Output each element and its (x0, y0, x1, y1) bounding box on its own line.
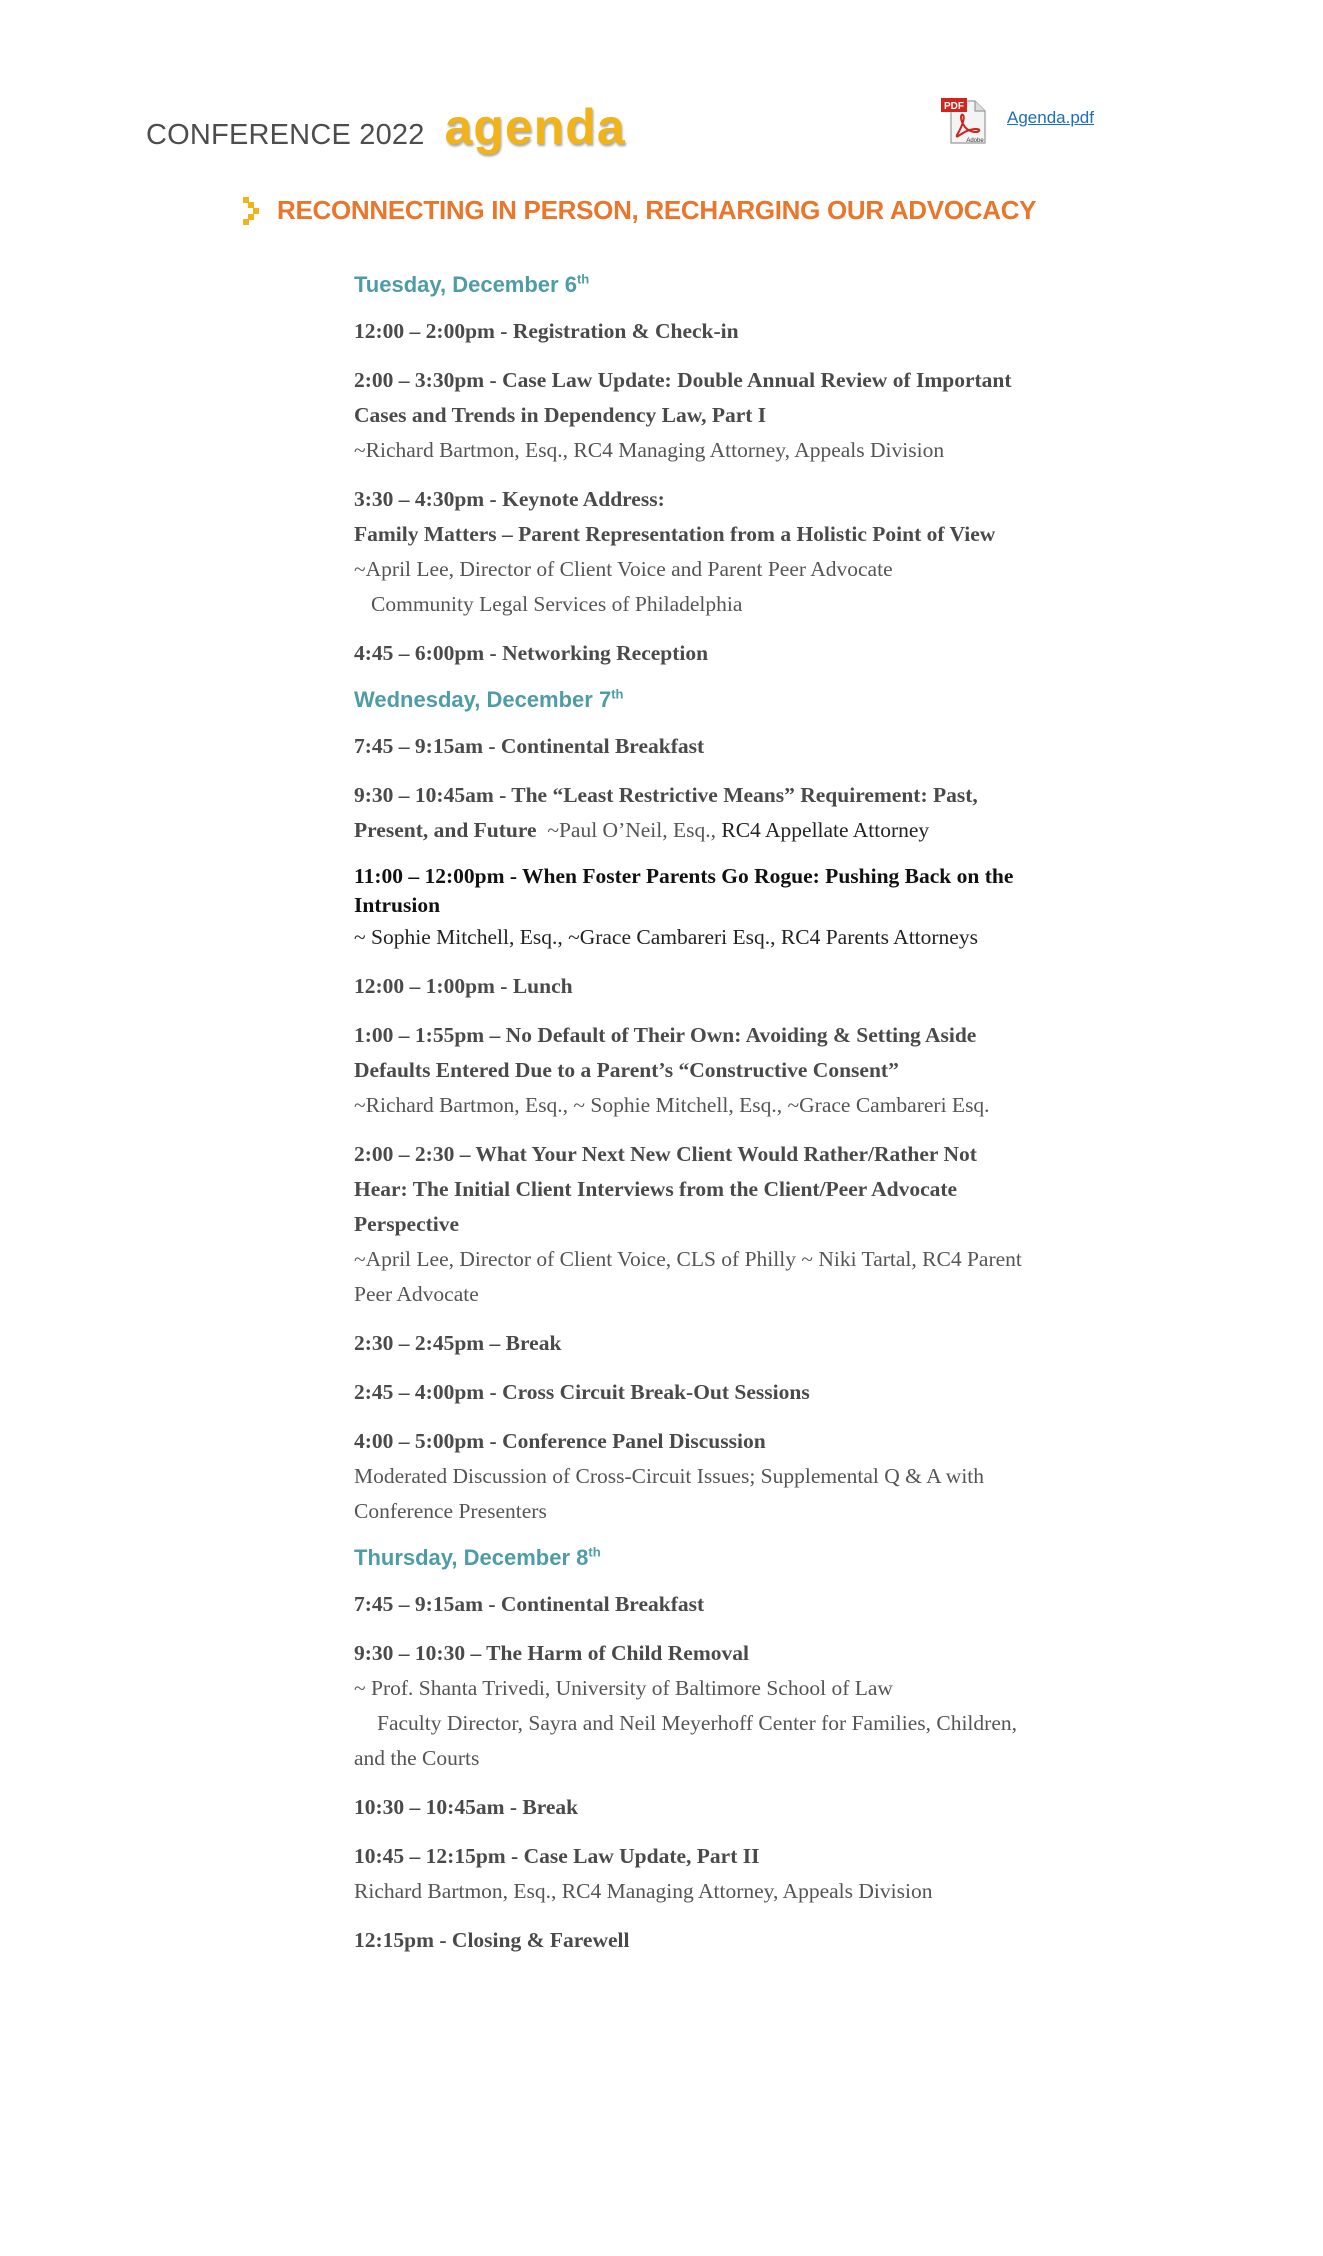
agenda-item (354, 1326, 1026, 1361)
agenda-item (354, 1137, 1026, 1312)
item-title: 9:30 – 10:30 – The Harm of Child Removal (354, 1641, 749, 1665)
item-title: 12:15pm - Closing & Farewell (354, 1928, 630, 1952)
conference-title: CONFERENCE 2022 (146, 119, 425, 151)
agenda-pdf-link[interactable] (941, 95, 1094, 147)
agenda-item (354, 1587, 1026, 1622)
agenda-item (354, 1790, 1026, 1825)
day-heading-wednesday: Wednesday, December 7th (354, 686, 624, 712)
item-subtitle: Family Matters – Parent Representation from a Holistic Point of View (354, 522, 996, 546)
item-title: 2:00 – 2:30 – What Your Next New Client Would Rather/Rather Not Hear: The Initial Client Interviews from the Client/Peer Advocate Perspective (354, 1142, 977, 1236)
item-title: 4:45 – 6:00pm - Networking Reception (354, 641, 709, 665)
item-title: 9:30 – 10:45am - The “Least Restrictive Means” Requirement: Past, Present, and Future (354, 783, 978, 842)
pdf-file-icon (941, 95, 993, 147)
tagline-text: RECONNECTING IN PERSON, RECHARGING OUR ADVOCACY (277, 195, 1037, 225)
agenda-item (354, 1636, 1026, 1776)
agenda-item (354, 1375, 1026, 1410)
item-title: 10:30 – 10:45am - Break (354, 1795, 579, 1819)
agenda-pdf-link-text[interactable]: Agenda.pdf (1007, 108, 1094, 127)
agenda-item (354, 862, 1026, 955)
agenda-heading: agenda (444, 99, 626, 155)
item-title: 7:45 – 9:15am - Continental Breakfast (354, 734, 705, 758)
item-speaker: ~Richard Bartmon, Esq., ~ Sophie Mitchell, Esq., ~Grace Cambareri Esq. (354, 1093, 990, 1117)
item-speaker: ~ Sophie Mitchell, Esq., ~Grace Cambareri Esq., RC4 Parents Attorneys (354, 925, 978, 949)
item-title: 2:45 – 4:00pm - Cross Circuit Break-Out Sessions (354, 1380, 810, 1404)
item-title: 10:45 – 12:15pm - Case Law Update, Part II (354, 1844, 760, 1868)
tagline (243, 195, 1036, 226)
item-speaker: ~ Prof. Shanta Trivedi, University of Baltimore School of Law (354, 1676, 893, 1700)
item-speaker: ~Paul O’Neil, Esq., (547, 818, 716, 842)
item-speaker: ~Richard Bartmon, Esq., RC4 Managing Attorney, Appeals Division (354, 438, 945, 462)
item-title: 12:00 – 2:00pm - Registration & Check-in (354, 319, 739, 343)
agenda-item (354, 729, 1026, 764)
item-speaker-org: Community Legal Services of Philadelphia (371, 592, 743, 616)
agenda-item (354, 314, 1026, 349)
item-title: 12:00 – 1:00pm - Lunch (354, 974, 573, 998)
item-title: 2:30 – 2:45pm – Break (354, 1331, 562, 1355)
chevron-right-icon (243, 197, 263, 225)
day-heading-tuesday: Tuesday, December 6th (354, 271, 590, 297)
agenda-item (354, 636, 1026, 671)
agenda-item (354, 363, 1026, 468)
item-title: 3:30 – 4:30pm - Keynote Address: (354, 487, 665, 511)
item-speaker: Richard Bartmon, Esq., RC4 Managing Attorney, Appeals Division (354, 1879, 933, 1903)
agenda-item (354, 778, 1026, 848)
agenda-content (354, 270, 1026, 1972)
item-speaker: ~April Lee, Director of Client Voice and Parent Peer Advocate (354, 557, 893, 581)
item-speaker: ~April Lee, Director of Client Voice, CLS of Philly ~ Niki Tartal, RC4 Parent Peer Advocate (354, 1247, 1022, 1306)
item-description: Moderated Discussion of Cross-Circuit Issues; Supplemental Q & A with Conference Presenters (354, 1464, 985, 1523)
agenda-item (354, 1424, 1026, 1529)
item-speaker-role: Faculty Director, Sayra and Neil Meyerhoff Center for Families, Children, and the Courts (354, 1711, 1017, 1770)
item-title: 1:00 – 1:55pm – No Default of Their Own: Avoiding & Setting Aside Defaults Entered Due to a Parent’s “Constructive Consent” (354, 1023, 977, 1082)
agenda-item (354, 969, 1026, 1004)
pdf-icon-brand: Adobe (966, 138, 984, 144)
item-title: 2:00 – 3:30pm - Case Law Update: Double Annual Review of Important Cases and Trends in Dependency Law, Part I (354, 368, 1012, 427)
item-speaker-role: RC4 Appellate Attorney (721, 818, 930, 842)
agenda-item (354, 1018, 1026, 1123)
item-title: 7:45 – 9:15am - Continental Breakfast (354, 1592, 705, 1616)
agenda-item (354, 1923, 1026, 1958)
item-title: 4:00 – 5:00pm - Conference Panel Discussion (354, 1429, 766, 1453)
agenda-item (354, 482, 1026, 622)
day-heading-thursday: Thursday, December 8th (354, 1544, 601, 1570)
pdf-icon-label: PDF (944, 101, 964, 112)
page-header (146, 98, 626, 156)
item-title: 11:00 – 12:00pm - When Foster Parents Go Rogue: Pushing Back on the Intrusion (354, 864, 1014, 917)
agenda-item (354, 1839, 1026, 1909)
